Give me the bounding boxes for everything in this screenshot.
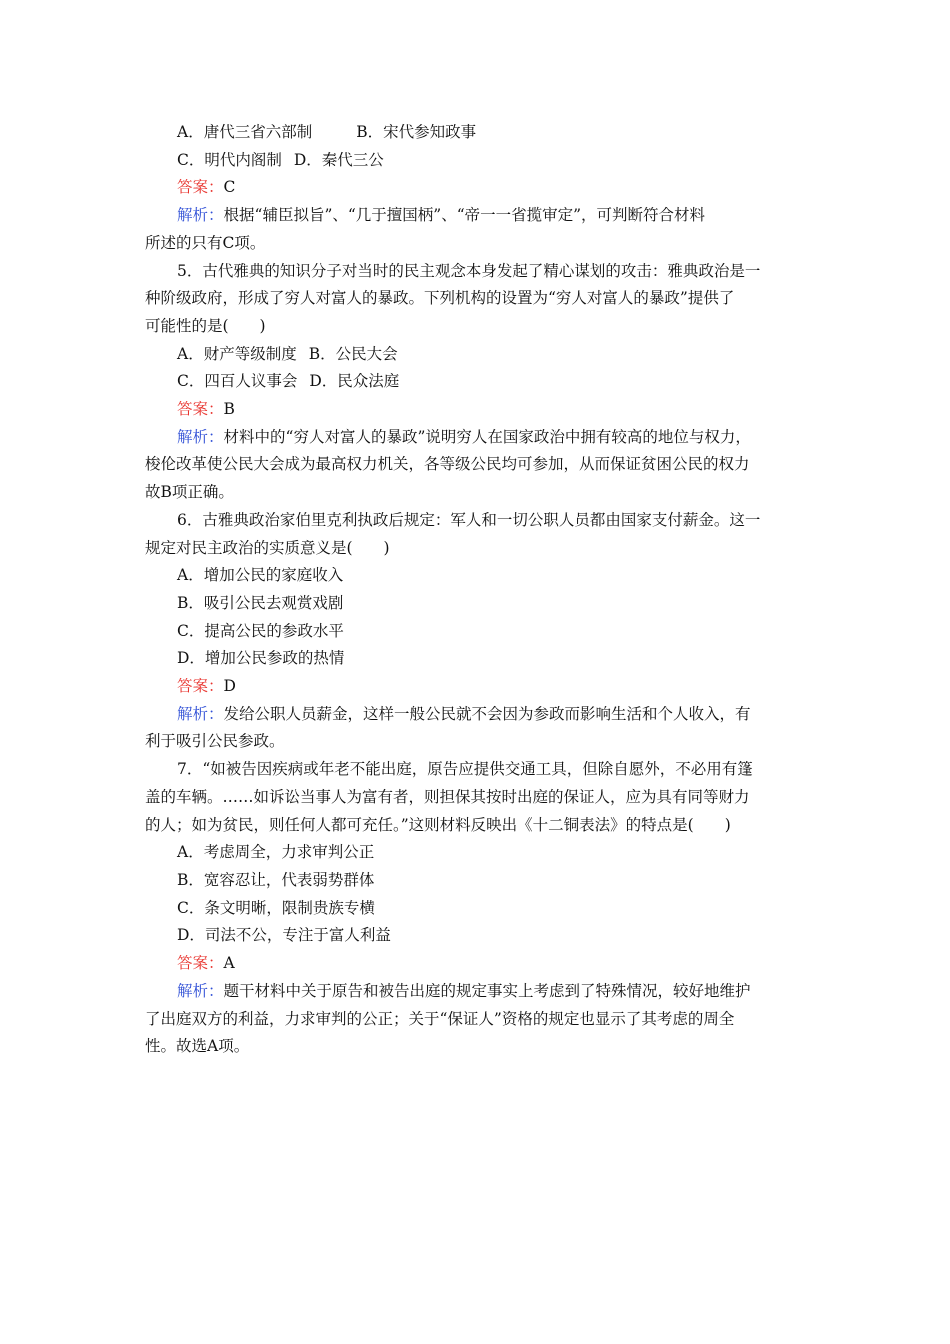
answer-value: B xyxy=(223,400,235,419)
q6-stem-line-2: 规定对民主政治的实质意义是( ) xyxy=(145,538,390,557)
answer-value: D xyxy=(223,677,236,696)
q6-option-b: B．吸引公民去观赏戏剧 xyxy=(177,593,344,612)
q5-answer xyxy=(145,396,805,424)
explanation-label: 解析： xyxy=(177,981,224,1000)
q4-explanation-line-2: 所述的只有C项。 xyxy=(145,233,266,252)
q4-options-cd xyxy=(145,147,805,175)
answer-label: 答案： xyxy=(177,400,224,419)
q7-explanation-line-3: 性。故选A项。 xyxy=(145,1037,250,1056)
q7-option-c: C．条文明晰，限制贵族专横 xyxy=(177,898,375,917)
explanation-label: 解析： xyxy=(177,704,224,723)
q4-option-b: B．宋代参知政事 xyxy=(356,123,477,141)
q7-explanation-line-2: 了出庭双方的利益，力求审判的公正；关于“保证人”资格的规定也显示了其考虑的周全 xyxy=(145,1009,735,1028)
explanation-text: 发给公职人员薪金，这样一般公民就不会因为参政而影响生活和个人收入，有 xyxy=(223,704,751,723)
answer-value: C xyxy=(223,178,236,197)
q6-explanation-line-1 xyxy=(145,701,805,729)
q6-option-d: D．增加公民参政的热情 xyxy=(177,649,345,668)
q5-option-b: B．公民大会 xyxy=(308,344,398,363)
q7-stem-line-3: 的人；如为贫民，则任何人都可充任。”这则材料反映出《十二铜表法》的特点是( ) xyxy=(145,815,731,834)
q4-options-ab xyxy=(145,119,805,147)
q5-explanation-line-1 xyxy=(145,424,805,452)
explanation-text: 根据“辅臣拟旨”、“几于擅国柄”、“帝一一省揽审定”，可判断符合材料 xyxy=(223,206,706,225)
q7-option-a: A．考虑周全，力求审判公正 xyxy=(177,843,375,862)
explanation-text: 题干材料中关于原告和被告出庭的规定事实上考虑到了特殊情况，较好地维护 xyxy=(223,981,751,1000)
explanation-label: 解析： xyxy=(177,206,224,225)
q7-option-b: B．宽容忍让，代表弱势群体 xyxy=(177,870,375,889)
q6-stem-line-1: 6．古雅典政治家伯里克利执政后规定：军人和一切公职人员都由国家支付薪金。这一 xyxy=(177,510,761,529)
q6-answer xyxy=(145,673,805,701)
q4-answer xyxy=(145,174,805,202)
q5-stem-line-1: 5．古代雅典的知识分子对当时的民主观念本身发起了精心谋划的攻击：雅典政治是一 xyxy=(177,261,761,280)
q4-option-d: D．秦代三公 xyxy=(293,150,384,169)
q5-option-c: C．四百人议事会 xyxy=(177,372,298,391)
q5-stem-line-3: 可能性的是( ) xyxy=(145,316,266,335)
q4-option-c: C．明代内阁制 xyxy=(177,150,282,169)
answer-label: 答案： xyxy=(177,178,224,197)
q6-option-a: A．增加公民的家庭收入 xyxy=(177,566,344,585)
document-content xyxy=(145,119,805,1061)
answer-label: 答案： xyxy=(177,677,224,696)
q5-option-a: A．财产等级制度 xyxy=(177,344,297,363)
answer-value: A xyxy=(223,954,235,973)
q7-stem-line-2: 盖的车辆。……如诉讼当事人为富有者，则担保其按时出庭的保证人，应为具有同等财力 xyxy=(145,787,750,806)
q6-option-c: C．提高公民的参政水平 xyxy=(177,621,344,640)
q4-option-a: A．唐代三省六部制 xyxy=(177,123,313,141)
q5-explanation-line-2: 梭伦改革使公民大会成为最高权力机关，各等级公民均可参加，从而保证贫困公民的权力 xyxy=(145,455,750,474)
q7-explanation-line-1 xyxy=(145,978,805,1006)
q7-answer xyxy=(145,950,805,978)
q5-options-cd xyxy=(145,368,805,396)
explanation-text: 材料中的“穷人对富人的暴政”说明穷人在国家政治中拥有较高的地位与权力， xyxy=(223,427,751,446)
q7-option-d: D．司法不公，专注于富人利益 xyxy=(177,926,391,945)
q6-explanation-line-2: 利于吸引公民参政。 xyxy=(145,732,285,751)
q4-explanation-line-1 xyxy=(145,202,805,230)
answer-label: 答案： xyxy=(177,954,224,973)
q5-option-d: D．民众法庭 xyxy=(309,372,400,391)
explanation-label: 解析： xyxy=(177,427,224,446)
q5-stem-line-2: 种阶级政府，形成了穷人对富人的暴政。下列机构的设置为“穷人对富人的暴政”提供了 xyxy=(145,289,735,308)
q5-options-ab xyxy=(145,341,805,369)
q7-stem-line-1: 7．“如被告因疾病或年老不能出庭，原告应提供交通工具，但除自愿外，不必用有篷 xyxy=(177,760,753,779)
q5-explanation-line-3: 故B项正确。 xyxy=(145,483,234,502)
